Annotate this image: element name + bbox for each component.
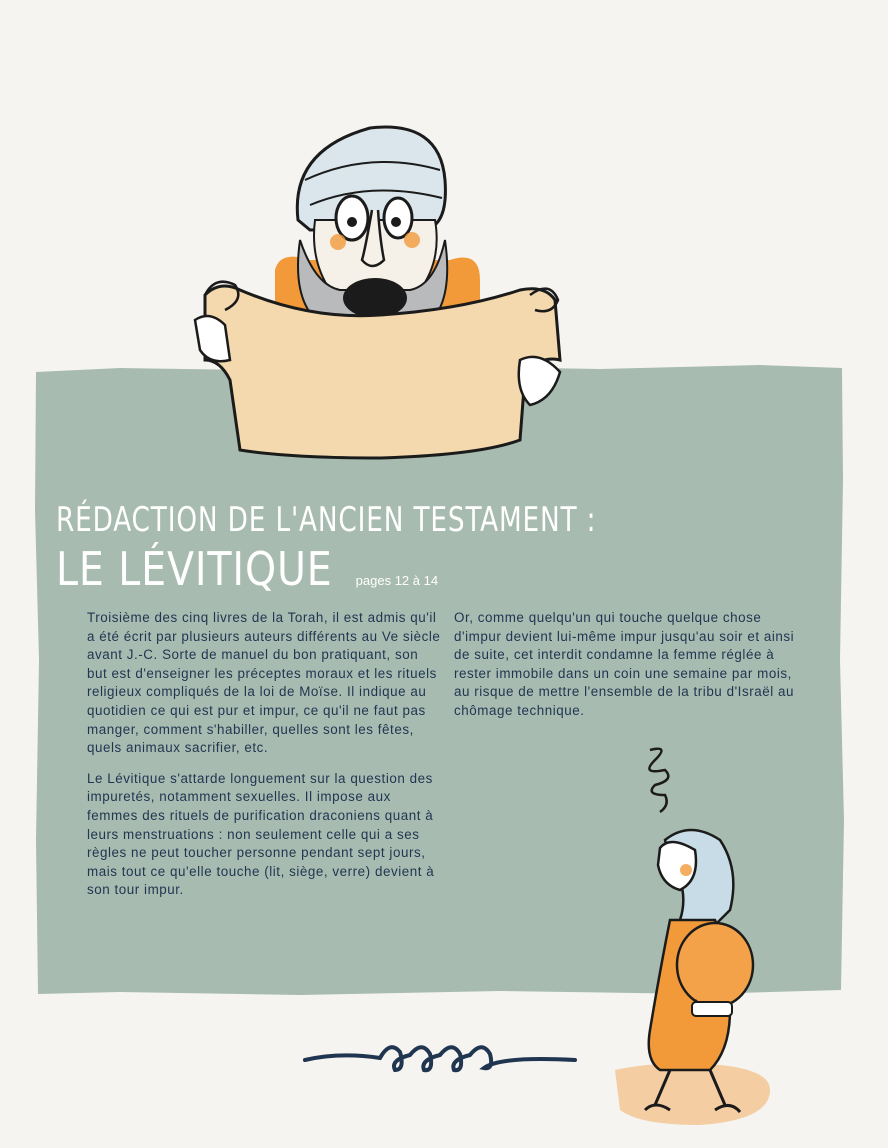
- title-line-1: RÉDACTION DE L'ANCIEN TESTAMENT :: [56, 500, 597, 540]
- left-paragraph-1: Troisième des cinq livres de la Torah, il est admis qu'il a été écrit par plusieurs auteurs différents au Ve siècle avant J.-C. Sorte de manuel du bon pratiquant, son but est d'enseigner les préceptes moraux et les rituels religieux compliqués de la loi de Moïse. Il indique au quotidien ce qui est pur et impur, ce qu'il ne faut pas manger, comment s'habiller, quelles sont les fêtes, quels animaux sacrifier, etc.: [87, 610, 441, 756]
- right-column: [454, 609, 809, 733]
- left-paragraph-2: Le Lévitique s'attarde longuement sur la question des impuretés, notamment sexuelles. Il impose aux femmes des rituels de purification draconiens quant à leurs menstruations : non seulement celle qui a ses règles ne peut toucher personne pendant sept jours, mais tout ce qu'elle touche (lit, siège, verre) devient à son tour impur.: [87, 770, 435, 898]
- page-reference: pages 12 à 14: [355, 573, 439, 588]
- veiled-woman-illustration: [600, 740, 800, 1140]
- article-title: [56, 500, 756, 596]
- title-line-2: LE LÉVITIQUE: [56, 542, 333, 596]
- left-column: [87, 609, 442, 912]
- bearded-man-illustration: [180, 110, 580, 470]
- swirl-ornament: [300, 1030, 580, 1090]
- right-paragraph-1: Or, comme quelqu'un qui touche quelque chose d'impur devient lui-même impur jusqu'au soir et ainsi de suite, cet interdit condamne la femme réglée à rester immobile dans un coin une semaine par mois, au risque de mettre l'ensemble de la tribu d'Israël au chômage technique.: [454, 610, 795, 718]
- scribble-icon: [649, 749, 668, 812]
